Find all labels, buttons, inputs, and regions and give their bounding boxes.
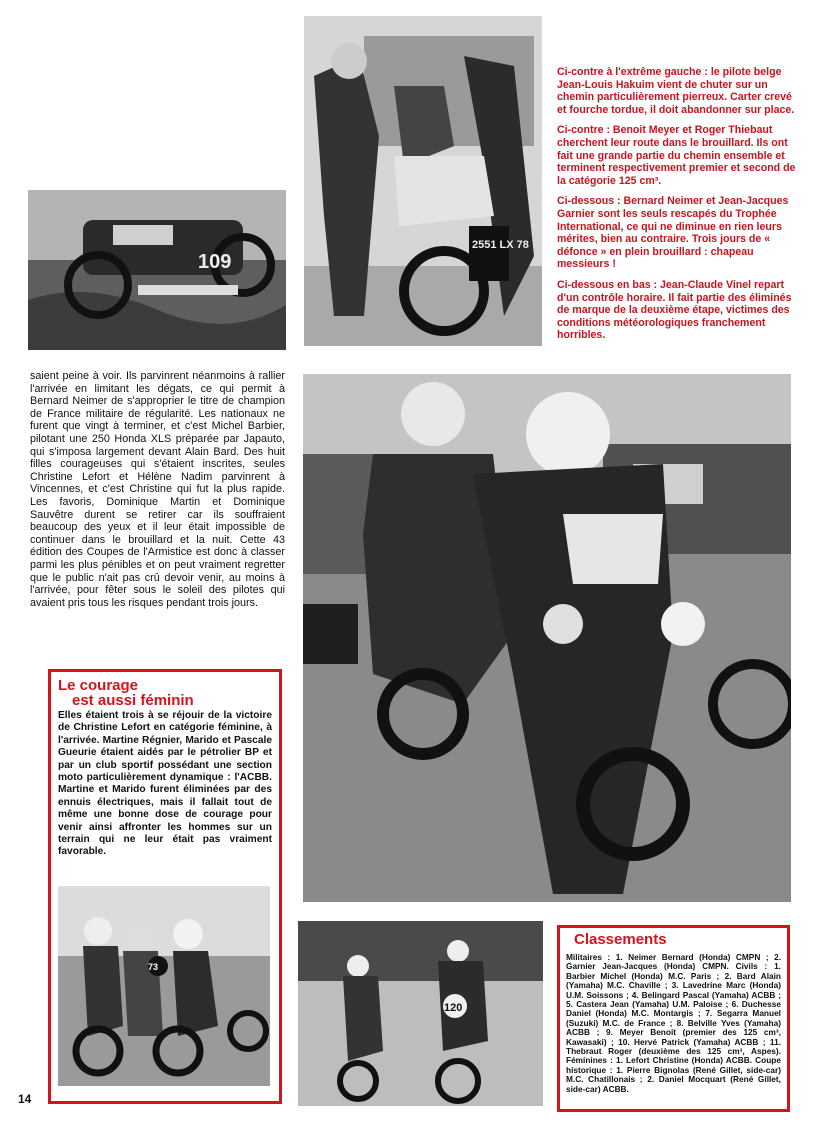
caption-vinel: Ci-dessous en bas : Jean-Claude Vinel repart d'un contrôle horaire. Il fait partie des éliminés de marque de la deuxième étape, victimes des conditions météorologiques franchement horribles. [557,278,792,342]
plate-109: 109 [198,251,232,273]
plate-2551: 2551 LX 78 [472,239,529,251]
feminin-box [48,669,282,1104]
page-number: 14 [18,1092,32,1106]
photo-women-riders [58,886,270,1086]
classements-box [557,925,790,1112]
classements-text: Militaires : 1. Neimer Bernard (Honda) CMPN ; 2. Garnier Jean-Jacques (Honda) CMPN. Civils : 1. Barbier Michel (Honda) M.C. Paris ; 2. Bard Alain (Yamaha) M.C. Chaville ; 3. Lavedrine Marc (Honda) U.M. Soissons ; 4. Belingard Pascal (Yamaha) ACBB ; 5. Castera Jean (Yamaha) U.M. Paloise ; 6. Duchesse Daniel (Honda) M.C. Montargis ; 7. Segarra Manuel (Suzuki) M.C. de France ; 8. Belville Yves (Yamaha) ACBB ; 9. Meyer Benoit (premier des 125 cm³, Kawasaki) ; 10. Hervé Patrick (Yamaha) ACBB ; 11. Thebraut Roger (deuxième des 125 cm³, Aspes). Féminines : 1. Lefort Christine (Honda) ACBB. Coupe historique : 1. Pierre Bignolas (René Gillet, side-car) M.C. Chatillonais ; 2. Daniel Mocquart (René Gillet, side-car) ACBB. [566,952,781,1094]
article-text: saient peine à voir. Ils parvinrent néanmoins à rallier l'arrivée en limitant les dégats, ce qui permit à Bernard Neimer de s'approprier le titre de champion de France militaire de régularité. Les nationaux ne furent que vingt à terminer, et c'est Michel Barbier, pilotant une 250 Honda XLS préparée par Japauto, qui s'imposa largement devant Alain Bard. Des huit filles courageuses qui s'étaient inscrites, seules Christine Lefort et Hélène Nadim parvinrent à Vincennes, et c'est Christine qui fut la plus rapide. Les favoris, Dominique Martin et Dominique Sauvêtre durent se retirer car ils souffraient beaucoup des yeux et il leur était impossible de continuer dans le brouillard et la nuit. Cette 43 édition des Coupes de l'Armistice est donc à classer parmi les plus pénibles et on peut vraiment regretter que le public n'ait pas crû devoir venir, au moins à l'arrivée, pour fêter sous le soleil des pilotes qui avaient pris tous les risques pendant trois jours. [30,370,285,609]
photo-repair-scene [304,16,542,346]
feminin-text: Elles étaient trois à se réjouir de la victoire de Christine Lefort en catégorie féminine, à l'arrivée. Martine Régnier, Marido et Pascale Gueurie étaient aidés par le pétrolier BP et par un club sportif possédant une section moto particulièrement dynamique : l'ACBB. Martine et Marido furent éliminées par des ennuis électriques, mais il fallait tout de même une bonne dose de courage pour venir ainsi affronter les hommes sur un terrain qui ne leur était pas vraiment favorable. [58,710,272,858]
photo-crashed-motorcycle [28,190,286,350]
feminin-title-line2: est aussi féminin [72,692,194,709]
photo-vinel [298,921,543,1106]
caption-neimer-garnier: Ci-dessous : Bernard Neimer et Jean-Jacques Garnier sont les seuls rescapés du Trophée International, ce qui ne diminue en rien leurs mérites, bien au contraire. Trois jours de « défonce » en plein brouillard : chapeau messieurs ! [557,195,789,271]
plate-73: 73 [148,962,159,972]
caption-meyer-thiebaut: Ci-contre : Benoit Meyer et Roger Thiebaut cherchent leur route dans le brouillard. Ils ont fait une grande partie du chemin ensemble et terminent respectivement premier et second de la catégorie 125 cm³. [557,124,796,187]
classements-title: Classements [574,931,667,948]
photo-captions [557,66,797,350]
photo-two-riders [303,374,791,902]
caption-hakuim: Ci-contre à l'extrême gauche : le pilote belge Jean-Louis Hakuim vient de chuter sur un chemin particulièrement pierreux. Carter crevé et fourche tordue, il doit abandonner sur place. [557,66,795,116]
plate-120: 120 [444,1002,463,1014]
feminin-title-line1: Le courage [58,677,139,694]
